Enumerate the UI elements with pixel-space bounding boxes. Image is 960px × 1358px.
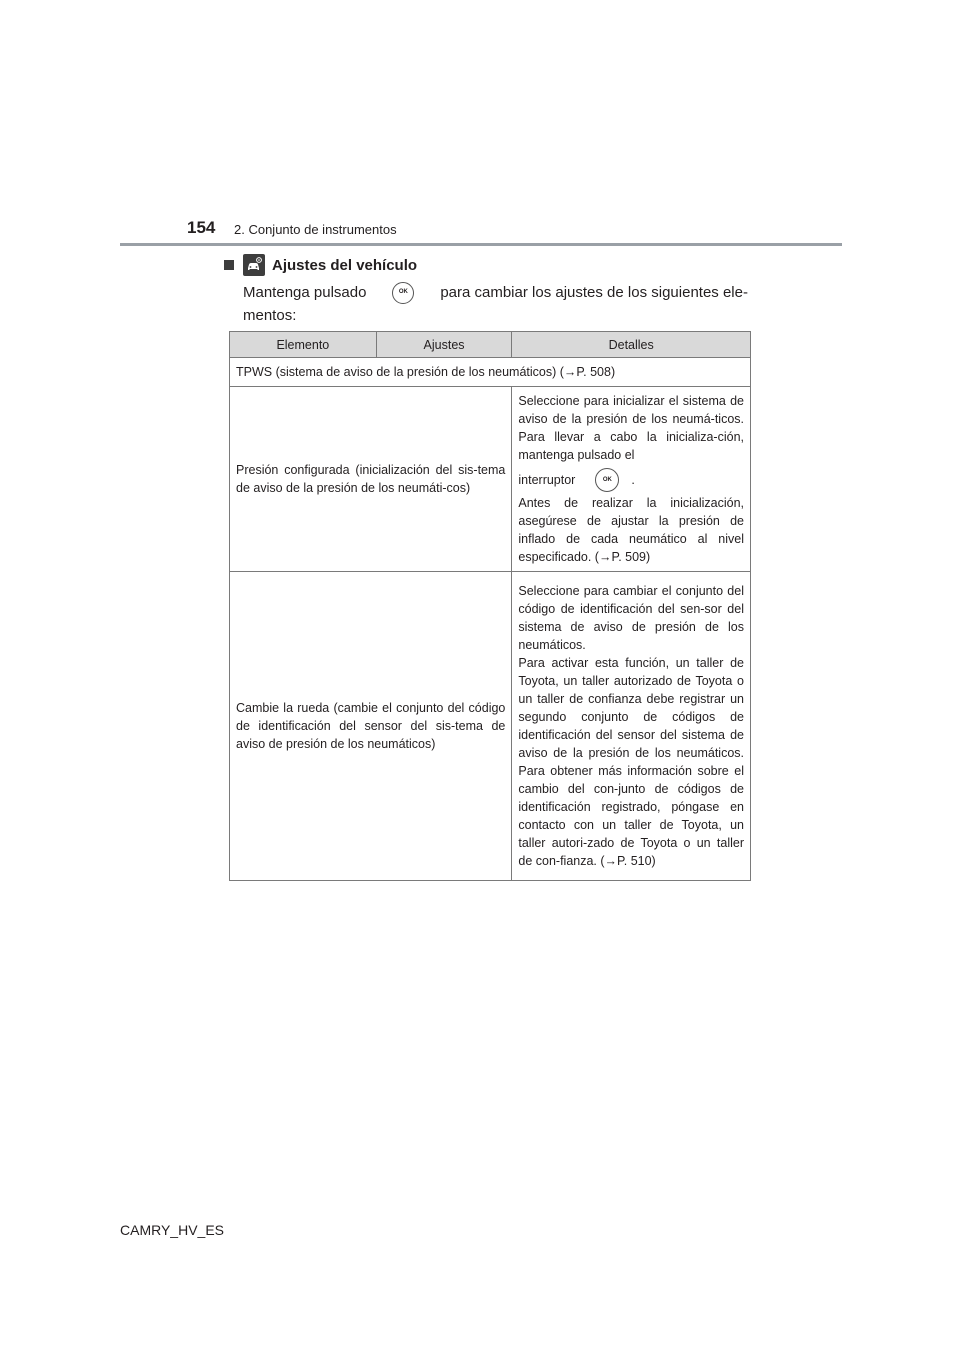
manual-code: CAMRY_HV_ES (120, 1222, 225, 1238)
ok-button-icon: OK (595, 468, 619, 492)
table-row (230, 358, 751, 387)
tpws-group-cell: TPWS (sistema de aviso de la presión de los neumáticos) (→P. 508) (230, 358, 751, 387)
section-title: Ajustes del vehículo (272, 256, 418, 274)
header-settings: Ajustes (376, 332, 512, 358)
section-heading (224, 254, 417, 276)
switch-period: . (631, 473, 635, 487)
change-wheel-details (512, 572, 751, 881)
table-row (230, 387, 751, 572)
vehicle-settings-icon (243, 254, 265, 276)
header-element: Elemento (230, 332, 377, 358)
switch-line (518, 468, 744, 492)
header-details: Detalles (512, 332, 751, 358)
details-text: Seleccione para cambiar el conjunto del código de identificación del sen-sor del sistema de aviso de presión de los neumáticos. (518, 584, 744, 652)
change-wheel-element: Cambie la rueda (cambie el conjunto del código de identificación del sensor del sis-tema de aviso de presión de los neumáticos) (230, 572, 512, 881)
intro-text-after: para cambiar los ajustes de los siguientes ele- (440, 284, 748, 301)
header-divider (120, 243, 842, 246)
chapter-title: 2. Conjunto de instrumentos (234, 222, 397, 237)
details-text: Antes de realizar la inicialización, asegúrese de ajustar la presión de inflado de cada neumático al nivel especificado. (→P. 509) (518, 496, 744, 564)
intro-paragraph (243, 281, 748, 327)
table-row (230, 572, 751, 881)
settings-table (229, 331, 751, 881)
intro-text-before: Mantenga pulsado (243, 284, 367, 301)
page-number: 154 (187, 218, 216, 237)
preset-pressure-element: Presión configurada (inicialización del sis-tema de aviso de la presión de los neumáti-cos) (230, 387, 512, 572)
details-text: Para activar esta función, un taller de Toyota, un taller autorizado de Toyota o un taller de confianza debe registrar un segundo conjunto de códigos de identificación del sensor del sistema de aviso de la presión de los neumáticos. Para obtener más información sobre el cambio del con-junto de códigos de identificación registrado, póngase en contacto con un taller de Toyota, un taller autori-zado de Toyota o un taller de con-fianza. (→P. 510) (518, 656, 744, 868)
intro-text-line2: mentos: (243, 307, 297, 324)
square-bullet-icon (224, 260, 234, 270)
table-header-row (230, 332, 751, 358)
ok-button-icon: OK (392, 282, 414, 304)
details-text: Seleccione para inicializar el sistema de aviso de la presión de los neumá-ticos. Para llevar a cabo la inicializa-ción, mantenga pulsado el (518, 394, 744, 462)
preset-pressure-details (512, 387, 751, 572)
switch-label: interruptor (518, 473, 576, 487)
